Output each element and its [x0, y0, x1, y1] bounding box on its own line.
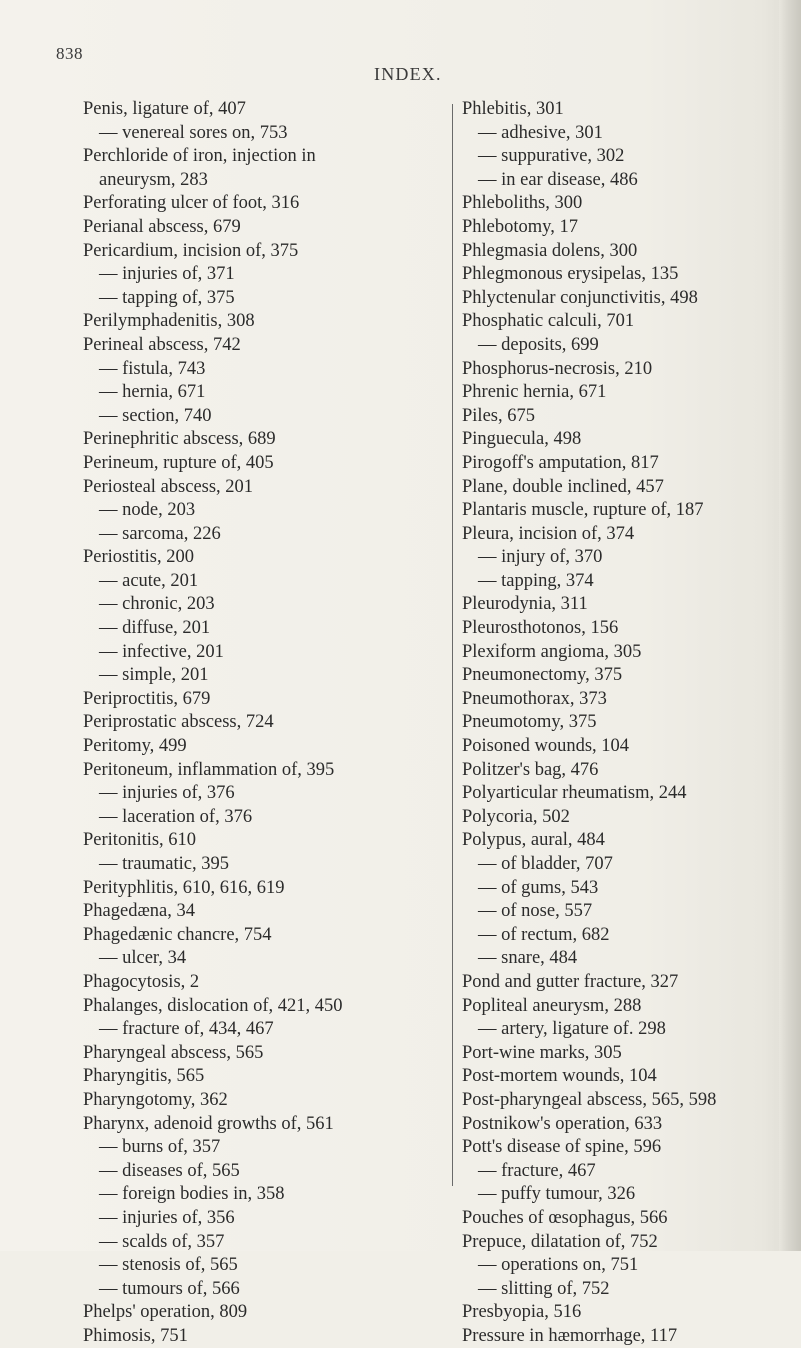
index-entry: Phlegmonous erysipelas, 135: [462, 264, 679, 285]
index-entry: Perianal abscess, 679: [83, 216, 241, 237]
index-entry: Phagedænic chancre, 754: [83, 924, 272, 945]
index-entry: Perineal abscess, 742: [83, 334, 241, 355]
index-entry: aneurysm, 283: [99, 169, 208, 190]
index-entry: Plexiform angioma, 305: [462, 641, 642, 662]
index-entry: Pinguecula, 498: [462, 429, 582, 450]
index-entry: — fracture of, 434, 467: [99, 1019, 274, 1040]
index-entry: Peritomy, 499: [83, 736, 187, 757]
index-entry: Prepuce, dilatation of, 752: [462, 1231, 658, 1252]
index-entry: Popliteal aneurysm, 288: [462, 995, 642, 1016]
index-entry: — of bladder, 707: [478, 854, 613, 874]
index-entry: Pond and gutter fracture, 327: [462, 971, 679, 992]
index-entry: Pleura, incision of, 374: [462, 523, 635, 544]
index-entry: — laceration of, 376: [99, 806, 253, 827]
index-entry: Pleurosthotonos, 156: [462, 618, 619, 639]
index-entry: Polypus, aural, 484: [462, 830, 605, 851]
index-entry: Plantaris muscle, rupture of, 187: [462, 500, 704, 521]
index-entry: Piles, 675: [462, 405, 535, 426]
index-entry: — simple, 201: [99, 665, 209, 686]
index-entry: Phlebotomy, 17: [462, 216, 578, 237]
index-entry: Perineum, rupture of, 405: [83, 452, 274, 473]
index-entry: — sarcoma, 226: [99, 523, 221, 544]
index-entry: Phleboliths, 300: [462, 193, 583, 214]
index-entry: Postnikow's operation, 633: [462, 1113, 663, 1134]
index-entry: Port-wine marks, 305: [462, 1042, 622, 1063]
index-entry: — venereal sores on, 753: [99, 122, 288, 143]
index-entry: Periproctitis, 679: [83, 688, 211, 709]
index-entry: Pharyngotomy, 362: [83, 1089, 228, 1110]
index-entry: — of rectum, 682: [478, 924, 610, 945]
index-entry: Plane, double inclined, 457: [462, 476, 664, 497]
index-entry: Polyarticular rheumatism, 244: [462, 783, 687, 804]
index-entry: Phosphorus-necrosis, 210: [462, 358, 653, 379]
index-entry: Perchloride of iron, injection in: [83, 146, 316, 167]
index-entry: — fracture, 467: [478, 1160, 596, 1181]
running-head: INDEX.: [374, 64, 442, 84]
index-entry: Pirogoff's amputation, 817: [462, 452, 659, 473]
index-entry: Post-mortem wounds, 104: [462, 1066, 657, 1087]
index-entry: Phimosis, 751: [83, 1325, 188, 1346]
index-entry: Phlegmasia dolens, 300: [462, 240, 638, 261]
index-entry: Phagocytosis, 2: [83, 971, 200, 992]
index-entry: — tumours of, 566: [99, 1278, 240, 1299]
index-entry: Perinephritic abscess, 689: [83, 429, 276, 450]
index-entry: — chronic, 203: [99, 594, 215, 615]
index-column-left: [83, 98, 342, 1348]
index-entry: — section, 740: [99, 405, 212, 426]
index-entry: Phrenic hernia, 671: [462, 382, 607, 403]
index-entry: Phagedæna, 34: [83, 901, 196, 922]
index-entry: — stenosis of, 565: [99, 1255, 238, 1276]
index-entry: — in ear disease, 486: [478, 169, 638, 190]
index-entry: — infective, 201: [99, 641, 224, 662]
index-entry: — diffuse, 201: [99, 618, 211, 639]
index-entry: Pneumonectomy, 375: [462, 665, 623, 686]
index-entry: Pouches of œsophagus, 566: [462, 1207, 668, 1228]
index-entry: Perilymphadenitis, 308: [83, 311, 255, 332]
index-entry: Perityphlitis, 610, 616, 619: [83, 877, 285, 898]
index-entry: — scalds of, 357: [99, 1231, 225, 1252]
index-entry: Phosphatic calculi, 701: [462, 311, 635, 332]
index-entry: — suppurative, 302: [478, 146, 625, 167]
index-entry: — tapping, 374: [478, 570, 594, 591]
page-edge: [779, 0, 801, 1251]
index-entry: Periprostatic abscess, 724: [83, 712, 274, 733]
index-entry: Phalanges, dislocation of, 421, 450: [83, 995, 343, 1016]
index-entry: Post-pharyngeal abscess, 565, 598: [462, 1089, 717, 1110]
index-entry: Peritonitis, 610: [83, 830, 197, 851]
index-entry: — foreign bodies in, 358: [99, 1184, 285, 1205]
index-entry: — of nose, 557: [478, 901, 593, 922]
index-column-right: [462, 98, 716, 1348]
index-entry: — injuries of, 356: [99, 1207, 235, 1228]
index-entry: Poisoned wounds, 104: [462, 736, 630, 757]
index-entry: Perforating ulcer of foot, 316: [83, 193, 300, 214]
index-entry: Politzer's bag, 476: [462, 759, 599, 780]
index-entry: Pneumotomy, 375: [462, 712, 597, 733]
index-entry: — artery, ligature of. 298: [478, 1019, 666, 1040]
index-entry: Pott's disease of spine, 596: [462, 1137, 662, 1158]
index-entry: — node, 203: [99, 500, 196, 521]
index-entry: — ulcer, 34: [99, 948, 187, 969]
column-divider: [452, 104, 453, 1186]
index-entry: Penis, ligature of, 407: [83, 99, 246, 119]
index-entry: — injuries of, 376: [99, 783, 235, 804]
index-entry: — fistula, 743: [99, 358, 206, 379]
index-entry: — hernia, 671: [99, 382, 206, 403]
index-entry: — injuries of, 371: [99, 264, 235, 285]
index-entry: — acute, 201: [99, 570, 199, 591]
index-entry: Presbyopia, 516: [462, 1302, 582, 1323]
index-entry: Peritoneum, inflammation of, 395: [83, 759, 335, 780]
page-number: 838: [56, 44, 83, 63]
index-entry: — diseases of, 565: [99, 1160, 240, 1181]
index-entry: Phlebitis, 301: [462, 99, 564, 119]
index-entry: — traumatic, 395: [99, 854, 229, 874]
index-entry: — slitting of, 752: [478, 1278, 610, 1299]
index-entry: Polycoria, 502: [462, 806, 570, 827]
index-entry: — snare, 484: [478, 948, 578, 969]
index-entry: — puffy tumour, 326: [478, 1184, 636, 1205]
index-entry: Pharynx, adenoid growths of, 561: [83, 1113, 334, 1134]
index-entry: Pressure in hæmorrhage, 117: [462, 1325, 678, 1346]
index-entry: Pharyngitis, 565: [83, 1066, 205, 1087]
index-entry: Pleurodynia, 311: [462, 594, 588, 615]
index-entry: — operations on, 751: [478, 1255, 639, 1276]
index-entry: — burns of, 357: [99, 1137, 221, 1158]
index-entry: — of gums, 543: [478, 877, 599, 898]
index-entry: — tapping of, 375: [99, 287, 235, 308]
index-entry: Phelps' operation, 809: [83, 1302, 248, 1323]
index-entry: Pneumothorax, 373: [462, 688, 607, 709]
index-entry: Periostitis, 200: [83, 547, 195, 568]
index-entry: Phlyctenular conjunctivitis, 498: [462, 287, 698, 308]
index-entry: Periosteal abscess, 201: [83, 476, 254, 497]
index-entry: Pericardium, incision of, 375: [83, 240, 299, 261]
index-entry: — deposits, 699: [478, 334, 599, 355]
index-entry: — injury of, 370: [478, 547, 603, 568]
index-entry: Pharyngeal abscess, 565: [83, 1042, 264, 1063]
index-entry: — adhesive, 301: [478, 122, 603, 143]
